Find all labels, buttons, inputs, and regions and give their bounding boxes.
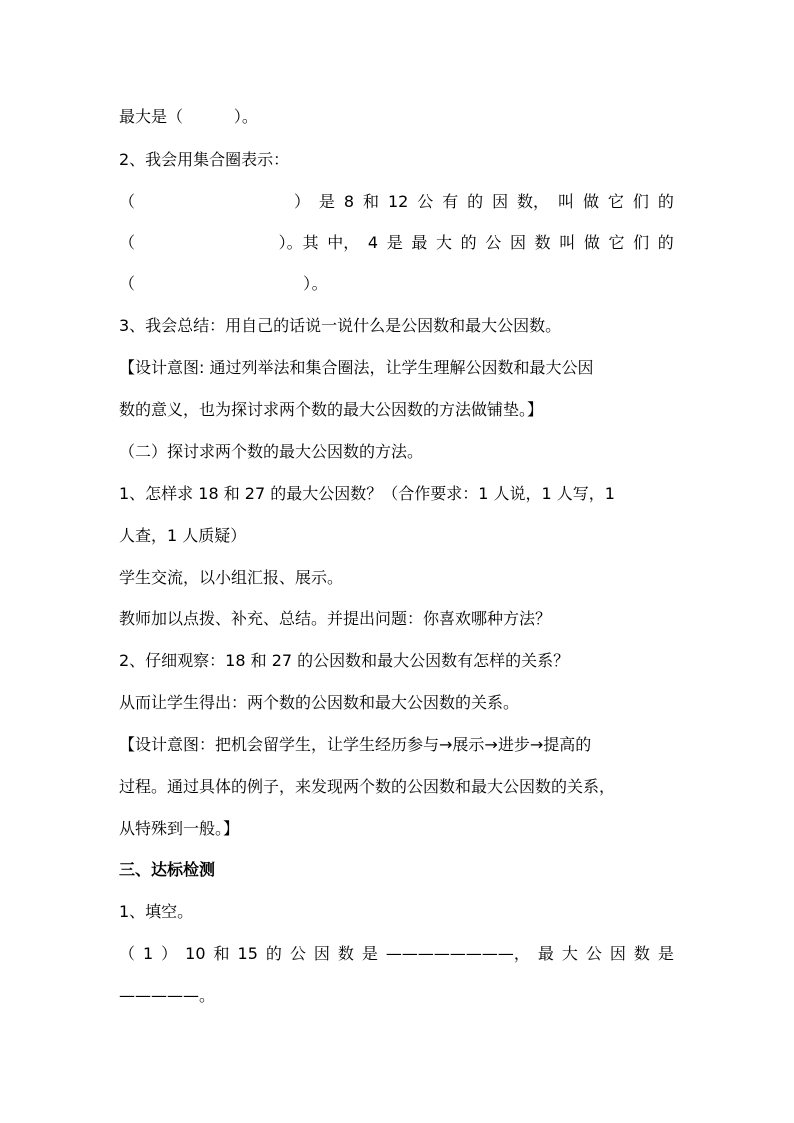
design-intent-note: 过程。通过具体的例子，来发现两个数的公因数和最大公因数的关系，	[119, 777, 616, 796]
section-heading: 2、我会用集合圈表示：	[119, 150, 290, 169]
section-heading: 三、达标检测	[119, 860, 216, 879]
design-intent-note: 从特殊到一般。】	[119, 819, 240, 838]
fill-blank-line: —————。	[119, 986, 216, 1005]
text-line: 1、怎样求 18 和 27 的最大公因数？（合作要求：1 人说，1 人写，1	[119, 484, 615, 503]
design-intent-note: 数的意义，也为探讨求两个数的最大公因数的方法做铺垫。】	[119, 400, 544, 419]
fill-blank-line: （ ） 是 8 和 12 公 有 的 因 数， 叫 做 它 们 的	[119, 192, 674, 211]
fill-blank-line: （ ）。	[119, 274, 329, 293]
section-heading: （二）探讨求两个数的最大公因数的方法。	[119, 442, 424, 461]
text-line: 教师加以点拨、补充、总结。并提出问题：你喜欢哪种方法？	[119, 609, 552, 628]
text-line: 从而让学生得出：两个数的公因数和最大公因数的关系。	[119, 693, 520, 712]
text-line: 人查，1 人质疑）	[119, 526, 247, 545]
design-intent-note: 【设计意图: 通过列举法和集合圈法，让学生理解公因数和最大公因	[119, 358, 594, 377]
text-line: 1、填空。	[119, 902, 194, 921]
fill-blank-line: （ 1 ） 10 和 15 的 公 因 数 是 ————————， 最 大 公 因 数 是	[119, 944, 674, 963]
fill-blank-line: （ ）。其 中， 4 是 最 大 的 公 因 数 叫 做 它 们 的	[119, 233, 674, 252]
text-line: 2、仔细观察：18 和 27 的公因数和最大公因数有怎样的关系？	[119, 651, 570, 670]
text-line: 3、我会总结：用自己的话说一说什么是公因数和最大公因数。	[119, 316, 562, 335]
text-line: 学生交流，以小组汇报、展示。	[119, 568, 344, 587]
design-intent-note: 【设计意图：把机会留学生，让学生经历参与→展示→进步→提高的	[119, 735, 592, 754]
text-line: 最大是（ ）。	[119, 107, 258, 126]
